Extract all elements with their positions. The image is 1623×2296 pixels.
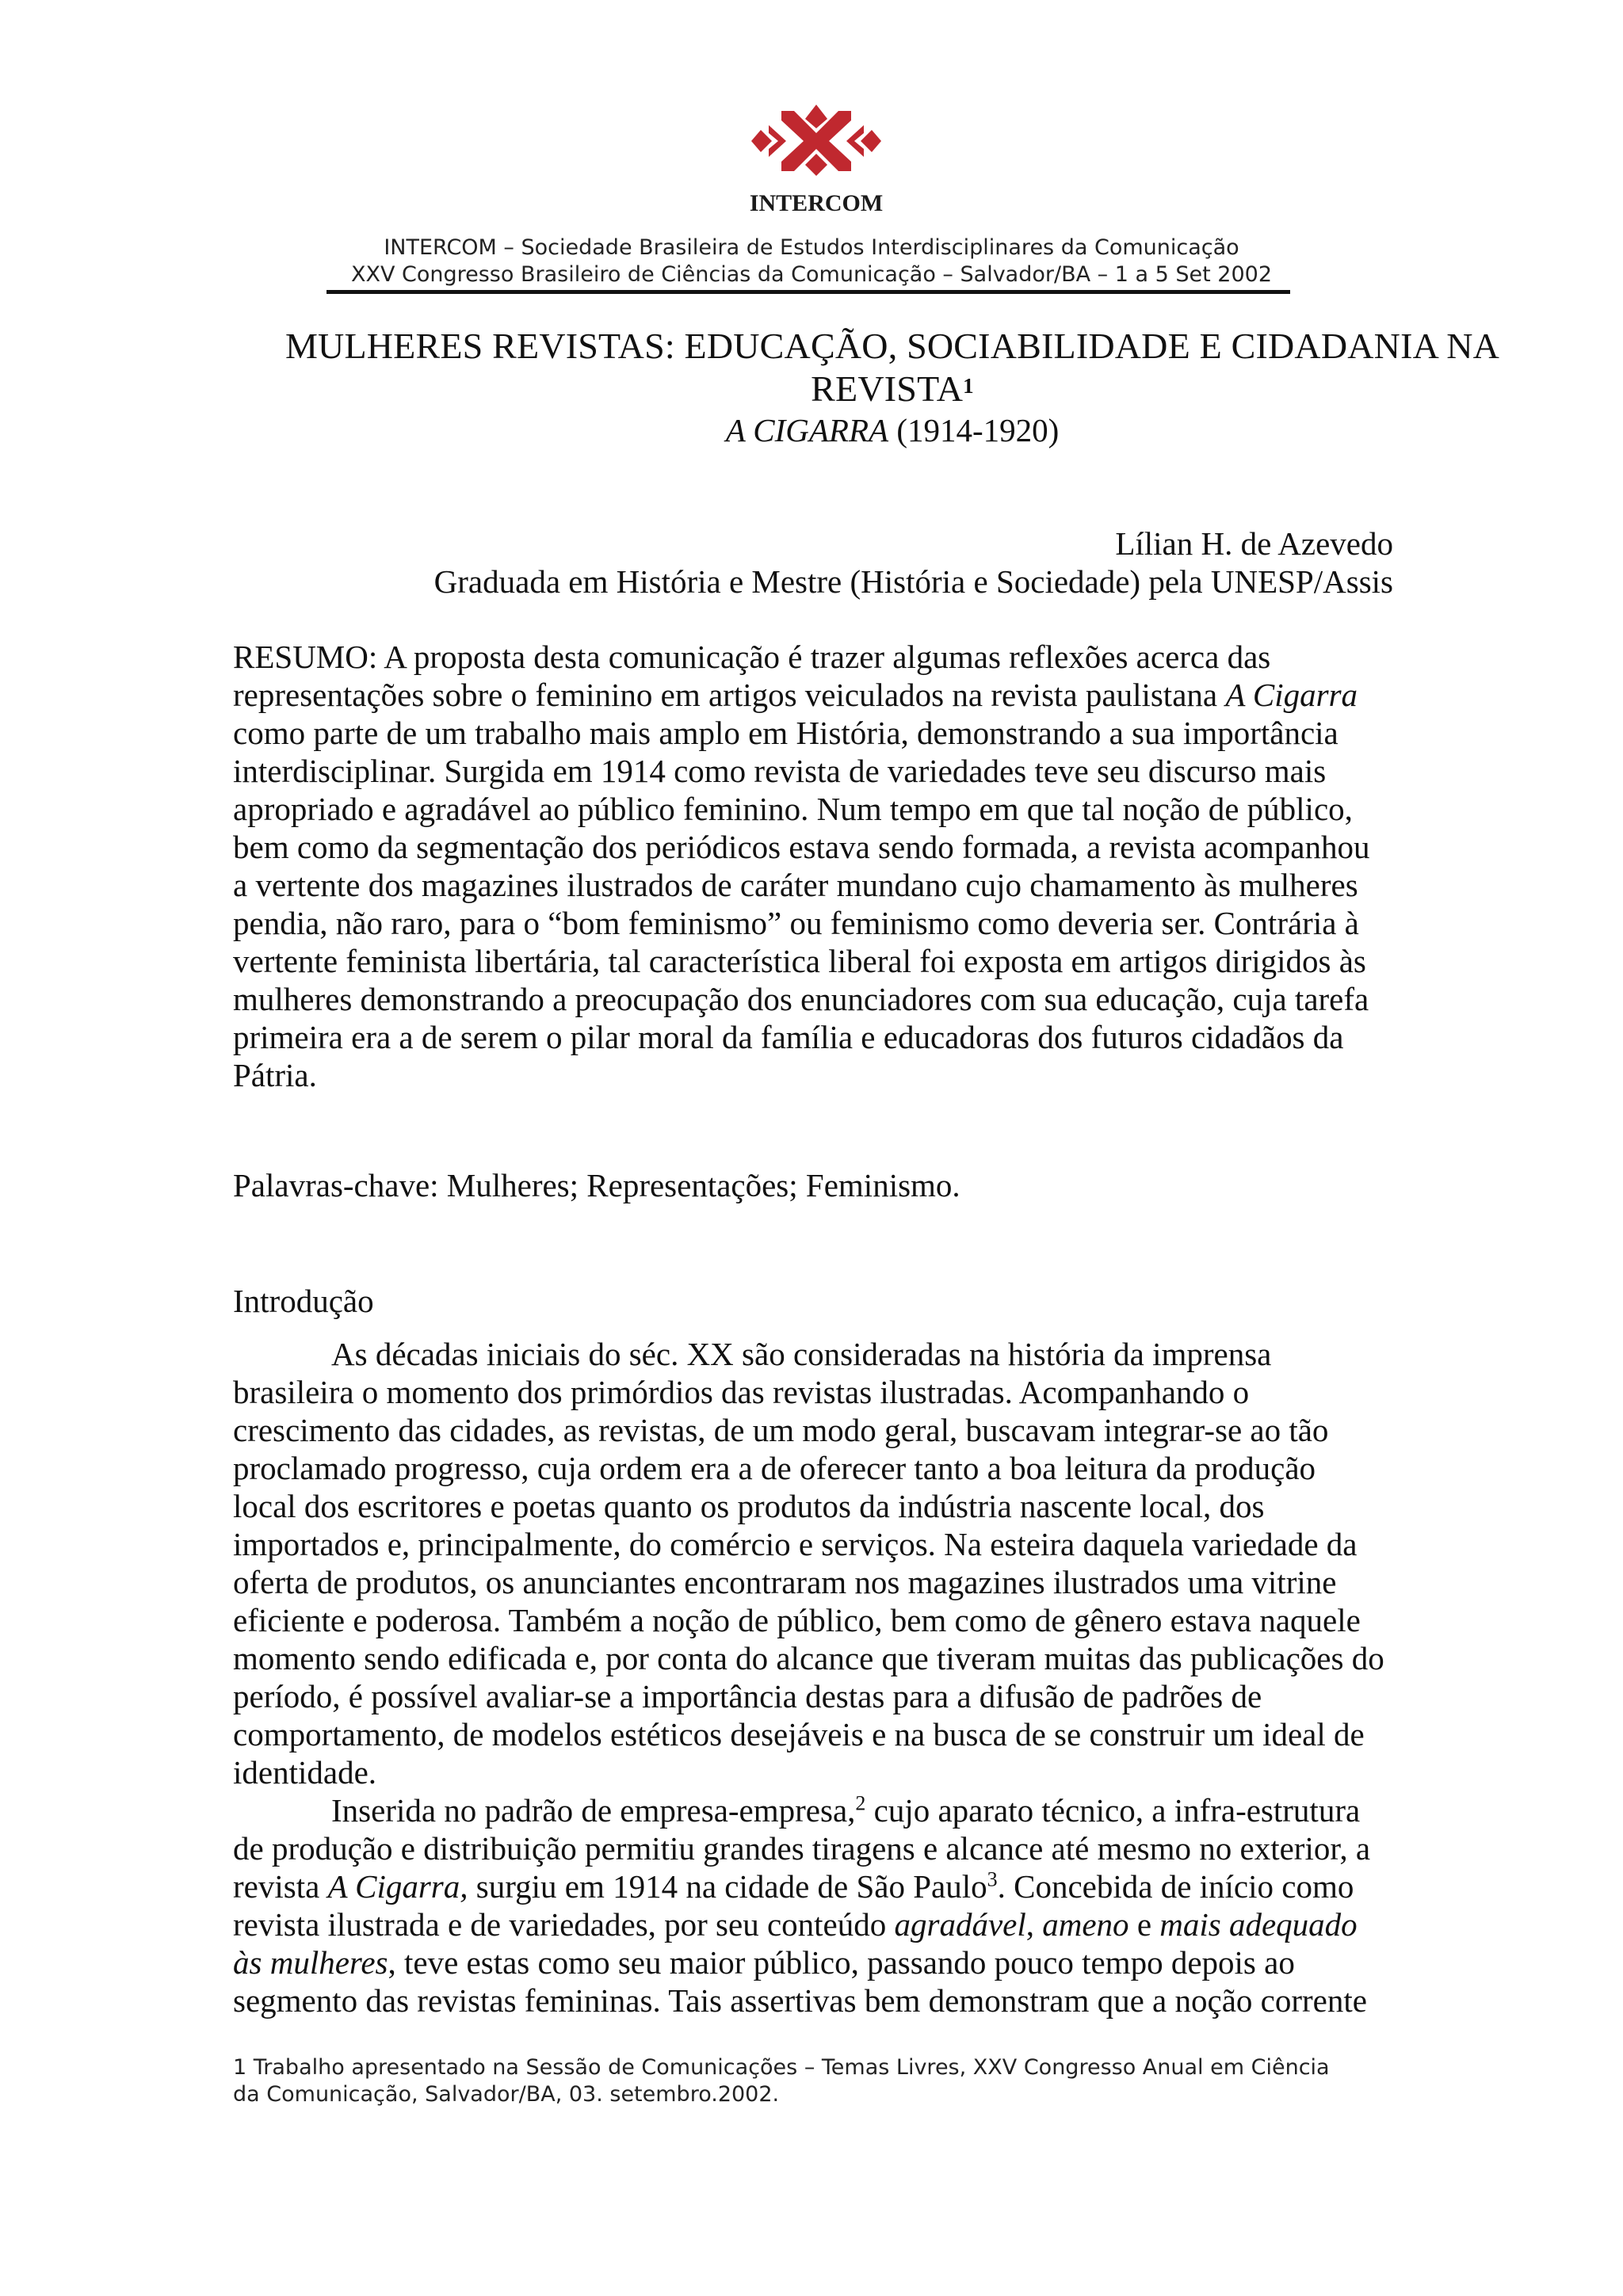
abstract-line: RESUMO: A proposta desta comunicação é trazer algumas reflexões acerca das <box>233 639 1271 675</box>
header-line-1: INTERCOM – Sociedade Brasileira de Estudos Interdisciplinares da Comunicação <box>384 235 1239 260</box>
intercom-logo-icon <box>745 101 888 220</box>
abstract-line: mulheres demonstrando a preocupação dos enunciadores com sua educação, cuja tarefa <box>233 981 1369 1017</box>
paragraph-line: brasileira o momento dos primórdios das revistas ilustradas. Acompanhando o <box>233 1374 1250 1410</box>
paragraph-line <box>233 1905 1395 1943</box>
footnote-line-2: da Comunicação, Salvador/BA, 03. setembro.2002. <box>233 2082 780 2107</box>
conference-header <box>325 235 1298 288</box>
header-divider <box>327 290 1290 294</box>
paragraph-line <box>233 1791 1395 1829</box>
subtitle-italic: A CIGARRA <box>725 412 889 448</box>
paragraph-line: As décadas iniciais do séc. XX são consideradas na história da imprensa <box>331 1336 1272 1372</box>
section-heading-introduction: Introdução <box>233 1283 374 1319</box>
italic-term: mais adequado <box>1159 1906 1358 1943</box>
paragraph-line: oferta de produtos, os anunciantes encontraram nos magazines ilustrados uma vitrine <box>233 1564 1337 1600</box>
text-run: Inserida no padrão de empresa-empresa, <box>331 1792 856 1829</box>
paragraph-line: crescimento das cidades, as revistas, de um modo geral, buscavam integrar-se ao tão <box>233 1412 1329 1448</box>
abstract-line <box>233 676 1395 714</box>
abstract-line: a vertente dos magazines ilustrados de caráter mundano cujo chamamento às mulheres <box>233 867 1358 903</box>
italic-term: agradável <box>894 1906 1026 1943</box>
paper-title <box>235 325 1550 410</box>
header-line-2: XXV Congresso Brasileiro de Ciências da Comunicação – Salvador/BA – 1 a 5 Set 2002 <box>350 262 1273 287</box>
abstract-line: vertente feminista libertária, tal característica liberal foi exposta em artigos dirigidos às <box>233 943 1366 979</box>
author-affiliation: Graduada em História e Mestre (História e Sociedade) pela UNESP/Assis <box>433 563 1393 600</box>
abstract-italic-term: A Cigarra <box>1225 677 1358 713</box>
text-run: . Concebida de início como <box>997 1868 1354 1905</box>
paragraph-line: local dos escritores e poetas quanto os produtos da indústria nascente local, dos <box>233 1488 1265 1524</box>
paragraph-line <box>233 1943 1395 1981</box>
text-run: revista <box>233 1868 328 1905</box>
footnote-ref-3: 3 <box>987 1867 998 1891</box>
text-run: , teve estas como seu maior público, passando pouco tempo depois ao <box>388 1944 1295 1981</box>
paragraph-line: momento sendo edificada e, por conta do alcance que tiveram muitas das publicações do <box>233 1640 1384 1676</box>
abstract-line: como parte de um trabalho mais amplo em História, demonstrando a sua importância <box>233 715 1338 751</box>
paragraph-line: eficiente e poderosa. Também a noção de público, bem como de gênero estava naquele <box>233 1602 1361 1638</box>
title-line-2-text: REVISTA <box>811 368 964 409</box>
paragraph-line: proclamado progresso, cuja ordem era a de oferecer tanto a boa leitura da produção <box>233 1450 1316 1486</box>
abstract-line: interdisciplinar. Surgida em 1914 como revista de variedades teve seu discurso mais <box>233 753 1327 789</box>
abstract <box>233 638 1395 1094</box>
introduction-body <box>233 1335 1395 2019</box>
text-run: e <box>1128 1906 1160 1943</box>
abstract-line: apropriado e agradável ao público feminino. Num tempo em que tal noção de público, <box>233 791 1353 827</box>
paragraph-line: período, é possível avaliar-se a importância destas para a difusão de padrões de <box>233 1678 1262 1714</box>
subtitle-years: (1914-1920) <box>888 412 1060 448</box>
footnote-ref-2: 2 <box>855 1791 866 1815</box>
abstract-line: bem como da segmentação dos periódicos estava sendo formada, a revista acompanhou <box>233 829 1370 865</box>
paragraph-line <box>233 1867 1395 1905</box>
paper-subtitle <box>235 410 1550 450</box>
paragraph-line: segmento das revistas femininas. Tais assertivas bem demonstram que a noção corrente <box>233 1982 1367 2019</box>
keywords: Palavras-chave: Mulheres; Representações; Feminismo. <box>233 1167 960 1203</box>
italic-term: às mulheres <box>233 1944 388 1981</box>
abstract-line: Pátria. <box>233 1057 317 1093</box>
logo-text: INTERCOM <box>749 190 884 216</box>
title-line-1: MULHERES REVISTAS: EDUCAÇÃO, SOCIABILIDADE E CIDADANIA NA <box>285 326 1500 366</box>
paragraph-line: identidade. <box>233 1754 377 1791</box>
paragraph-line: importados e, principalmente, do comércio e serviços. Na esteira daquela variedade da <box>233 1526 1358 1562</box>
text-run: , <box>1025 1906 1043 1943</box>
abstract-line: pendia, não raro, para o “bom feminismo” ou feminismo como deveria ser. Contrária à <box>233 905 1359 941</box>
paragraph-line: comportamento, de modelos estéticos desejáveis e na busca de se construir um ideal de <box>233 1716 1365 1753</box>
text-run: surgiu em 1914 na cidade de São Paulo <box>468 1868 987 1905</box>
text-run: revista ilustrada e de variedades, por seu conteúdo <box>233 1906 895 1943</box>
author-name: Lílian H. de Azevedo <box>1115 525 1393 562</box>
abstract-line-text: representações sobre o feminino em artigos veiculados na revista paulistana <box>233 677 1226 713</box>
intercom-logo <box>745 101 888 220</box>
italic-term: A Cigarra, <box>327 1868 468 1905</box>
footnote-line-1: 1 Trabalho apresentado na Sessão de Comunicações – Temas Livres, XXV Congresso Anual em Ciência <box>233 2055 1330 2080</box>
footnote-1 <box>233 2054 1395 2108</box>
italic-term: ameno <box>1042 1906 1129 1943</box>
title-footnote-marker: 1 <box>963 374 974 398</box>
title-line-2 <box>235 368 1550 410</box>
text-run: cujo aparato técnico, a infra-estrutura <box>865 1792 1361 1829</box>
paragraph-line: de produção e distribuição permitiu grandes tiragens e alcance até mesmo no exterior, a <box>233 1830 1371 1867</box>
abstract-line: primeira era a de serem o pilar moral da família e educadoras dos futuros cidadãos da <box>233 1019 1344 1055</box>
